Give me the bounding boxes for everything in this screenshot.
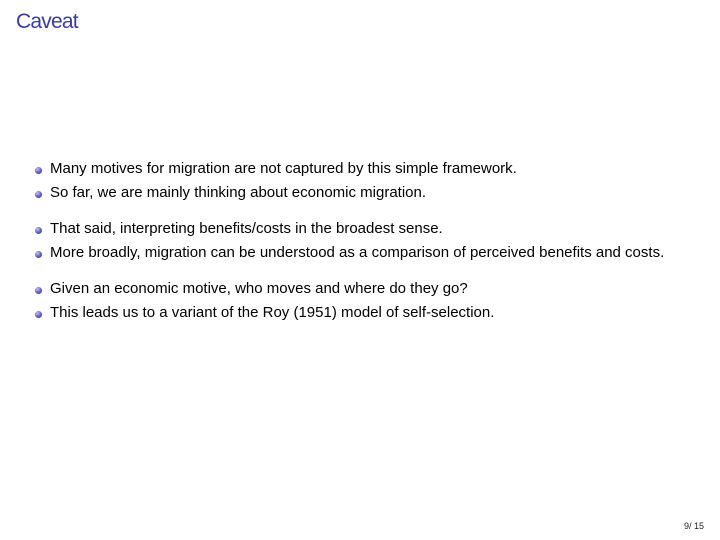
bullet-item xyxy=(34,217,714,241)
bullet-item xyxy=(34,181,714,205)
bullet-group-2 xyxy=(34,217,714,265)
bullet-text: Given an economic motive, who moves and where do they go? xyxy=(50,280,468,297)
bullet-content xyxy=(34,157,714,325)
ball-bullet-icon xyxy=(35,251,42,258)
bullet-item xyxy=(34,301,714,325)
bullet-text: Many motives for migration are not captured by this simple framework. xyxy=(50,160,517,177)
ball-bullet-icon xyxy=(35,167,42,174)
ball-bullet-icon xyxy=(35,287,42,294)
slide-title: Caveat xyxy=(16,10,78,33)
page-number: 9/ 15 xyxy=(683,521,704,531)
ball-bullet-icon xyxy=(35,227,42,234)
bullet-item xyxy=(34,277,714,301)
bullet-group-3 xyxy=(34,277,714,325)
bullet-text: That said, interpreting benefits/costs in the broadest sense. xyxy=(50,220,443,237)
bullet-item xyxy=(34,157,714,181)
bullet-text: This leads us to a variant of the Roy (1951) model of self-selection. xyxy=(50,304,495,321)
bullet-text: More broadly, migration can be understood as a comparison of perceived benefits and costs. xyxy=(50,244,665,261)
ball-bullet-icon xyxy=(35,311,42,318)
bullet-item xyxy=(34,241,714,265)
bullet-group-1 xyxy=(34,157,714,205)
bullet-text: So far, we are mainly thinking about economic migration. xyxy=(50,184,427,201)
ball-bullet-icon xyxy=(35,191,42,198)
